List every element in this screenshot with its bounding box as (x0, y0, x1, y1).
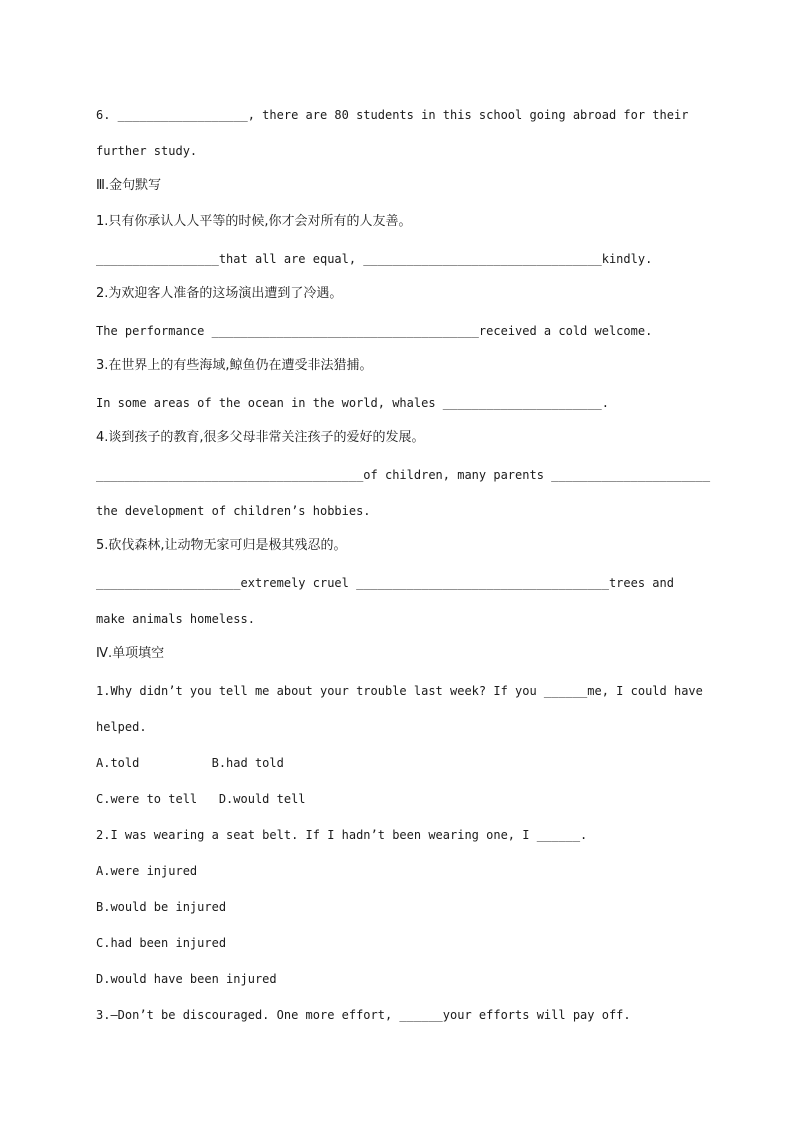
q-line-14: ____________________extremely cruel ___________________________________trees and (96, 576, 674, 590)
q-line-13: 5.砍伐森林,让动物无家可归是极其残忍的。 (96, 538, 347, 553)
q-line-2: further study. (96, 144, 198, 158)
q-line-15: make animals homeless. (96, 612, 255, 626)
section-heading-4: Ⅳ.单项填空 (96, 646, 165, 661)
q-line-26: 3.—Don’t be discouraged. One more effort, ______your efforts will pay off. (96, 1008, 631, 1022)
q-line-1: 6. __________________, there are 80 students in this school going abroad for their (96, 108, 689, 122)
q-line-21: 2.I was wearing a seat belt. If I hadn’t been wearing one, I ______. (96, 828, 588, 842)
q-line-8: 3.在世界上的有些海域,鲸鱼仍在遭受非法猎捕。 (96, 358, 373, 373)
q-line-19: A.told B.had told (96, 756, 284, 770)
q-line-5: _________________that all are equal, _________________________________kindly. (96, 252, 653, 266)
q-line-10: 4.谈到孩子的教育,很多父母非常关注孩子的爱好的发展。 (96, 430, 425, 445)
q-line-7: The performance _____________________________________received a cold welcome. (96, 324, 653, 338)
q-line-18: helped. (96, 720, 147, 734)
q-line-25: D.would have been injured (96, 972, 277, 986)
q-line-17: 1.Why didn’t you tell me about your trouble last week? If you ______me, I could have (96, 684, 703, 698)
q-line-22: A.were injured (96, 864, 198, 878)
q-line-24: C.had been injured (96, 936, 227, 950)
section-heading-3: Ⅲ.金句默写 (96, 178, 162, 193)
q-line-12: the development of children’s hobbies. (96, 504, 371, 518)
q-line-4: 1.只有你承认人人平等的时候,你才会对所有的人友善。 (96, 214, 412, 229)
q-line-23: B.would be injured (96, 900, 227, 914)
q-line-20: C.were to tell D.would tell (96, 792, 306, 806)
q-line-11: _____________________________________of children, many parents ______________________ (96, 468, 711, 482)
q-line-6: 2.为欢迎客人准备的这场演出遭到了冷遇。 (96, 286, 343, 301)
q-line-9: In some areas of the ocean in the world, whales ______________________. (96, 396, 609, 410)
